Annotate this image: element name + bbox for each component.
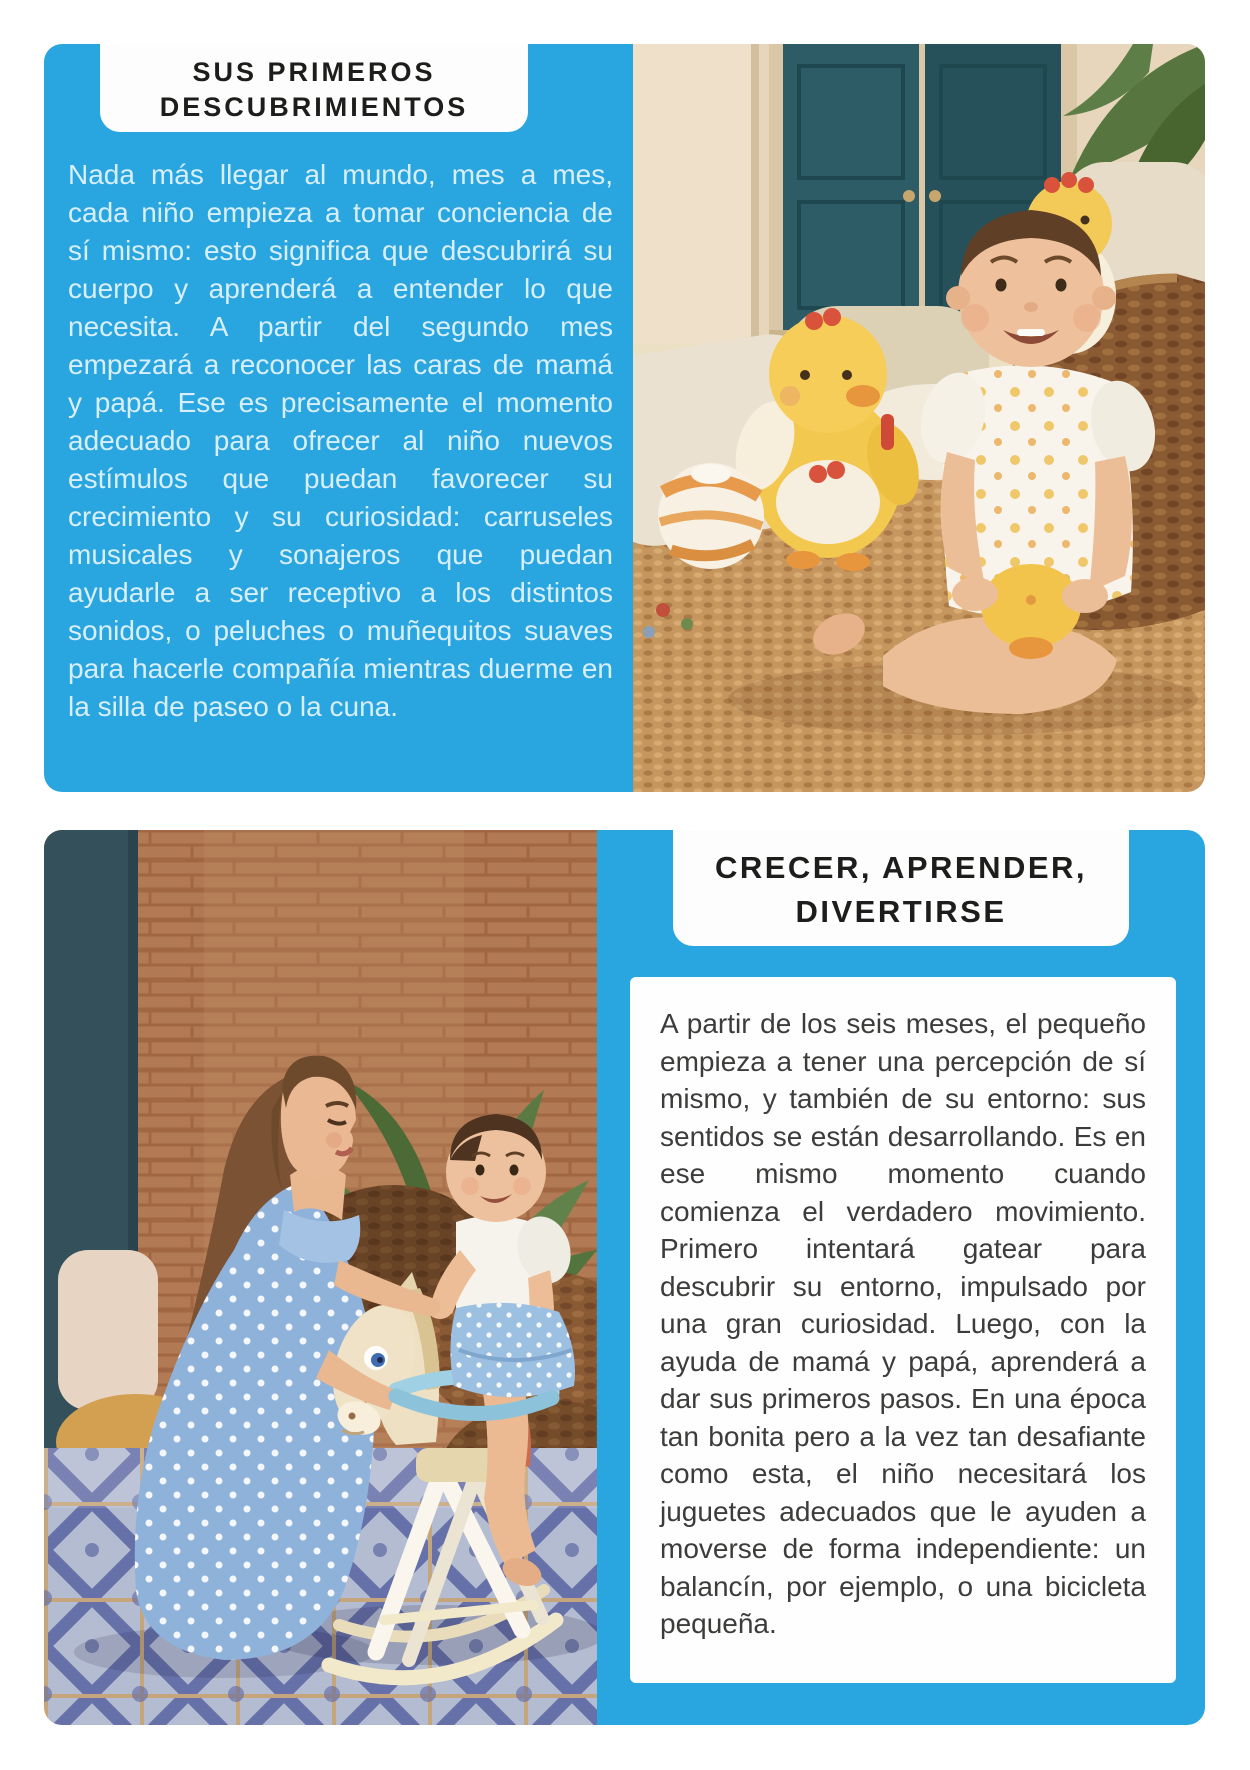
photo-baby-with-plush-ducks (633, 44, 1205, 792)
section-title-card-1 (100, 44, 528, 132)
intro-text-panel-1 (44, 44, 633, 792)
pale-cushion (58, 1250, 158, 1410)
section-title-line: SUS PRIMEROS (192, 57, 436, 87)
baby-plush-ducks-illustration (633, 44, 1205, 792)
section-crecer-aprender-divertirse (44, 830, 1205, 1725)
section-sus-primeros-descubrimientos (44, 44, 1205, 792)
intro-text-panel-2 (597, 830, 1205, 1725)
section-title-card-2 (673, 830, 1129, 946)
photo-mother-baby-rocking-horse (44, 830, 597, 1725)
mother-baby-rocking-horse-illustration (44, 830, 597, 1725)
section-title-line: CRECER, APRENDER, (714, 850, 1088, 885)
striped-ball (658, 463, 764, 569)
lap-duck (981, 564, 1081, 648)
section-title-line: DESCUBRIMIENTOS (159, 92, 469, 122)
section-title-line: DIVERTIRSE (795, 894, 1007, 929)
section-paragraph: Nada más llegar al mundo, mes a mes, cada niño empieza a tomar conciencia de sí mismo: esto significa que descubrirá su cuerpo y aprenderá a entender lo que necesita. A partir del segundo mes empezará a reconocer las caras de mamá y papá. Ese es precisamente el momento adecuado para ofrecer al niño nuevos estímulos que puedan favorecer su crecimiento y su curiosidad: carruseles musicales y sonajeros que puedan ayudarle a ser receptivo a los distintos sonidos, o peluches o muñequitos suaves para hacerle compañía mientras duerme en la silla de paseo o la cuna. (68, 159, 613, 722)
body-text-card (630, 977, 1176, 1683)
section-paragraph: A partir de los seis meses, el pequeño empieza a tener una percepción de sí mismo, y también de su entorno: sus sentidos se están desarrollando. Es en ese mismo momento cuando comienza el verdadero movimiento. Primero intentará gatear para descubrir su entorno, impulsado por una gran curiosidad. Luego, con la ayuda de mamá y papá, aprenderá a dar sus primeros pasos. En una época tan bonita pero a la vez tan desafiante como esta, el niño necesitará los juguetes adecuados que le ayuden a moverse de forma independiente: un balancín, por ejemplo, o una bicicleta pequeña. (660, 1008, 1146, 1639)
